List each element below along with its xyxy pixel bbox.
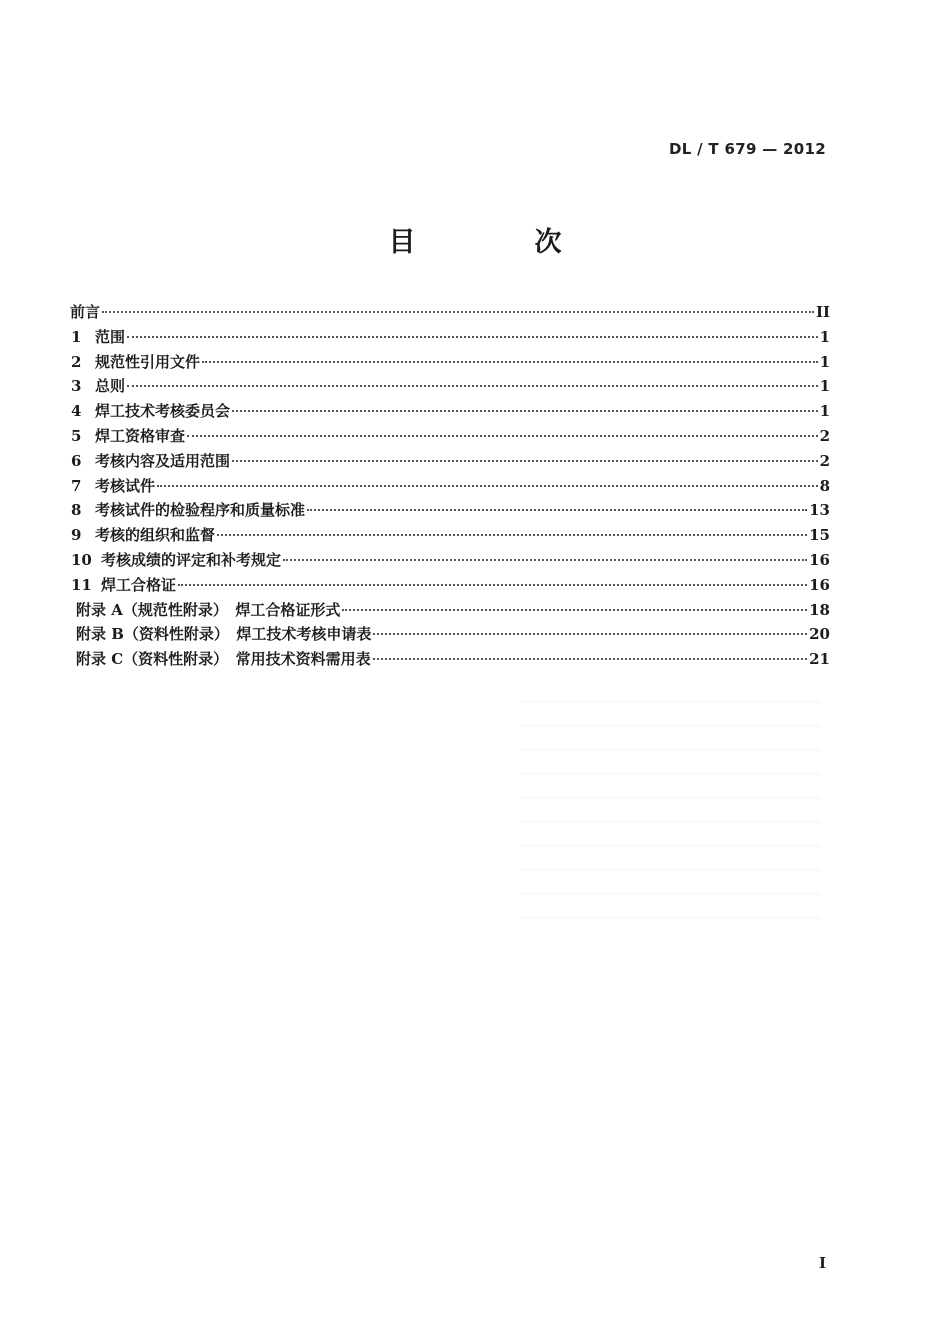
- toc-entry-page: 1: [819, 327, 830, 346]
- toc-entry-label: 规范性引用文件: [95, 352, 201, 371]
- toc-entry-number: 3: [71, 377, 82, 396]
- table-of-contents: [70, 300, 830, 672]
- toc-entry-page: 16: [809, 575, 830, 594]
- toc-entry-page: 16: [809, 550, 830, 569]
- dot-leader: [342, 609, 807, 611]
- dot-leader: [307, 509, 807, 511]
- toc-entry-page: 8: [819, 476, 830, 495]
- toc-entry[interactable]: [70, 300, 830, 325]
- toc-entry[interactable]: [70, 399, 830, 424]
- toc-entry-label: 考核的组织和监督: [95, 526, 216, 545]
- toc-entry[interactable]: [70, 523, 830, 548]
- page-number: I: [818, 1254, 826, 1272]
- toc-entry-number: 5: [71, 426, 82, 445]
- toc-entry[interactable]: [70, 325, 830, 350]
- toc-entry-label: 焊工合格证: [101, 575, 177, 594]
- toc-entry-page: 13: [809, 501, 830, 520]
- dot-leader: [187, 435, 818, 437]
- dot-leader: [127, 336, 818, 338]
- dot-leader: [178, 584, 807, 586]
- toc-entry[interactable]: [70, 647, 830, 672]
- toc-entry-number: 9: [71, 526, 82, 545]
- toc-entry-page: 1: [819, 402, 830, 421]
- toc-entry[interactable]: [70, 622, 830, 647]
- toc-entry[interactable]: [70, 548, 830, 573]
- toc-entry[interactable]: [70, 424, 830, 449]
- toc-entry-label: 前言: [70, 303, 101, 321]
- toc-entry-label: 范围: [95, 327, 126, 346]
- toc-entry-label: 考核内容及适用范围: [95, 451, 231, 470]
- toc-entry-page: II: [815, 303, 830, 321]
- toc-entry-number: 1: [71, 327, 82, 346]
- dot-leader: [157, 485, 818, 487]
- toc-entry-number: 8: [71, 501, 82, 520]
- toc-entry-label: 考核试件: [95, 476, 156, 495]
- toc-entry-page: 20: [809, 625, 830, 644]
- dot-leader: [232, 460, 818, 462]
- toc-entry-number: 11: [71, 575, 92, 594]
- toc-entry-page: 21: [809, 650, 830, 669]
- toc-entry-label: 焊工资格审查: [95, 426, 186, 445]
- dot-leader: [373, 658, 807, 660]
- toc-title: 目 次: [388, 227, 608, 258]
- standard-code: DL / T 679 — 2012: [669, 140, 826, 158]
- dot-leader: [127, 385, 818, 387]
- toc-entry-number: 6: [71, 451, 82, 470]
- dot-leader: [102, 311, 814, 313]
- toc-entry-label: 附录 B（资料性附录） 焊工技术考核申请表: [76, 625, 372, 644]
- show-through-texture: [520, 680, 820, 940]
- toc-entry[interactable]: [70, 598, 830, 623]
- toc-entry-page: 15: [809, 526, 830, 545]
- dot-leader: [283, 559, 807, 561]
- toc-entry-number: 2: [71, 352, 82, 371]
- toc-entry[interactable]: [70, 449, 830, 474]
- toc-entry-page: 2: [819, 451, 830, 470]
- dot-leader: [232, 410, 818, 412]
- toc-entry[interactable]: [70, 350, 830, 375]
- dot-leader: [373, 633, 807, 635]
- toc-entry-number: 10: [71, 550, 92, 569]
- dot-leader: [217, 534, 807, 536]
- toc-entry-label: 附录 A（规范性附录） 焊工合格证形式: [76, 600, 341, 619]
- toc-entry-label: 考核成绩的评定和补考规定: [101, 550, 282, 569]
- toc-entry-label: 考核试件的检验程序和质量标准: [95, 501, 306, 520]
- toc-entry-number: 4: [71, 402, 82, 421]
- toc-entry[interactable]: [70, 498, 830, 523]
- toc-entry-number: 7: [71, 476, 82, 495]
- toc-entry[interactable]: [70, 474, 830, 499]
- dot-leader: [202, 361, 818, 363]
- toc-entry-page: 18: [809, 600, 830, 619]
- toc-entry-label: 附录 C（资料性附录） 常用技术资料需用表: [76, 650, 371, 669]
- toc-entry-page: 2: [819, 426, 830, 445]
- toc-entry-label: 总则: [95, 377, 126, 396]
- toc-entry-label: 焊工技术考核委员会: [95, 402, 231, 421]
- toc-entry-page: 1: [819, 352, 830, 371]
- toc-entry-page: 1: [819, 377, 830, 396]
- toc-entry[interactable]: [70, 573, 830, 598]
- toc-entry[interactable]: [70, 374, 830, 399]
